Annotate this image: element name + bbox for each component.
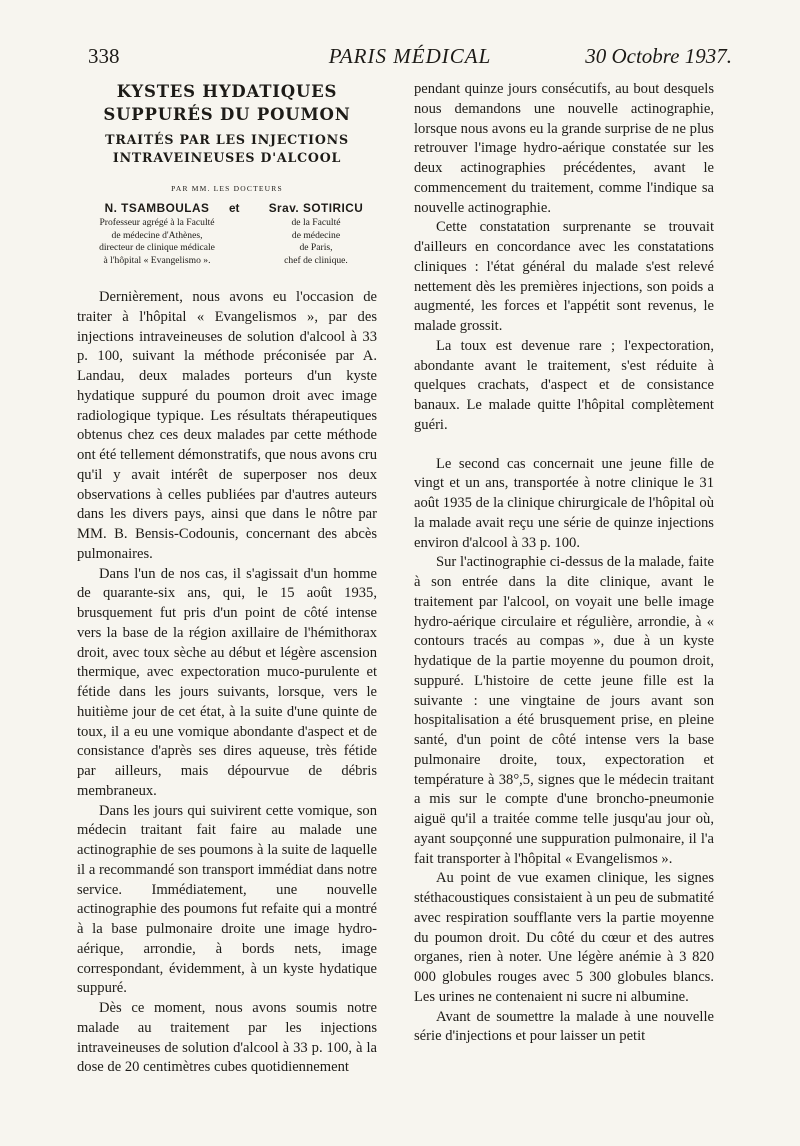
paragraph: Dans l'un de nos cas, il s'agissait d'un homme de quarante-six ans, qui, le 15 août 1935, brusquement fut pris d'un point de côté intense vers la base de la région axillaire de l'hémithorax droit, avec toux sèche au début et légère ascension thermique, avec expectoration muco-purulente et fétide dans les jours suivants, lorsque, vers le huitième jour de cet état, à la suite d'une quinte de toux, il a eu une vomique abondante d'aspect et de consistance d'après ses dires aqueuse, très fétide par ailleurs, mais dépourvue de débris membraneux.	[77, 565, 377, 799]
author-2-affiliation-2: de médecine	[291, 229, 341, 241]
paragraph: Cette constatation surprenante se trouvait d'ailleurs en concordance avec les constatations cliniques : l'état général du malade s'est relevé nettement dès les premières injections, son poids a augmenté, les forces et l'appétit sont revenus, le malade grossit.	[414, 219, 714, 334]
author-1	[83, 200, 231, 267]
right-column	[414, 80, 714, 1047]
paragraph: pendant quinze jours consécutifs, au bout desquels nous demandons une nouvelle actinographie, lorsque nous avons eu la grande surprise de ne plus retrouver l'image hydro-aérique constatée sur les deux actinographies précédentes, avant le commencement du traitement, comme l'indique sa nouvelle actinographie.	[414, 81, 714, 216]
paragraph: La toux est devenue rare ; l'expectoration, abondante avant le traitement, s'est réduite à quelques crachats, d'aspect et de consistance banaux. Le malade quitte l'hôpital complètement guéri.	[414, 337, 714, 433]
author-1-name: N. TSAMBOULAS	[104, 201, 210, 215]
author-2-affiliation-4: chef de clinique.	[284, 254, 348, 266]
author-1-affiliation-1: Professeur agrégé à la Faculté	[99, 217, 215, 228]
section-gap	[414, 436, 714, 455]
paragraph: Dans les jours qui suivirent cette vomique, son médecin traitant fait faire au malade une actinographie de ses poumons à la suite de laquelle il a recommandé son transport immédiat dans notre service. Immédiatement, une nouvelle actinographie des poumons fut refaite qui a montré à la base pulmonaire droite une image hydro-aérique, arrondie, à bords nets, image correspondant, évidemment, à un kyste hydatique suppuré.	[77, 802, 377, 997]
byline: PAR MM. LES DOCTEURS	[171, 184, 283, 193]
author-2-affiliation-1: de la Faculté	[291, 217, 341, 228]
authors-block	[77, 200, 377, 288]
subtitle-line-2: INTRAVEINEUSES D'ALCOOL	[112, 150, 342, 165]
article-heading	[77, 80, 377, 194]
author-2	[259, 200, 373, 267]
author-2-name: Srav. SOTIRICU	[268, 201, 364, 215]
paragraph: Dès ce moment, nous avons soumis notre malade au traitement par les injections intraveineuses de solution d'alcool à 33 p. 100, à la dose de 20 centimètres cubes quotidiennement	[77, 1000, 377, 1076]
paragraph: Avant de soumettre la malade à une nouvelle série d'injections et pour laisser un petit	[414, 1008, 714, 1045]
author-1-affiliation-3: directeur de clinique médicale	[99, 242, 215, 253]
paragraph: Sur l'actinographie ci-dessus de la malade, faite à son entrée dans la dite clinique, avant le traitement par l'alcool, on voyait une belle image hydro-aérique circulaire et régulière, arrondie, à « contours tracés au compas », due à un kyste hydatique de la partie moyenne du poumon droit, suppuré. L'histoire de cette jeune fille est la suivante : une vingtaine de jours avant son hospitalisation a été brusquement prise, en pleine santé, d'un point de côté intense vers la base pulmonaire droite, toux, expectoration et température à 38°,5, signes que le médecin traitant a mis sur le compte d'une broncho-pneumonie aiguë qu'il a traitée comme telle jusqu'au jour où, ayant soupçonné une suppuration pulmonaire, il l'a fait transporter à l'hôpital « Evangelismos ».	[414, 554, 714, 867]
title-line-1: KYSTES HYDATIQUES	[116, 82, 338, 101]
issue-date: 30 Octobre 1937.	[585, 44, 732, 68]
paragraph: Dernièrement, nous avons eu l'occasion de traiter à l'hôpital « Evangelismos », par des injections intraveineuses de solution d'alcool à 33 p. 100, suivant la méthode préconisée par A. Landau, deux malades porteurs d'un kyste hydatique suppuré du poumon droit avec image radiologique typique. Les résultats thérapeutiques obtenus chez ces deux malades par cette méthode ont été tellement démonstratifs, que nous avons cru qu'il y avait intérêt de superposer nos deux observations à celles publiées par d'autres auteurs dans les divers pays, ainsi que dans le nôtre par MM. B. Bensis-Codounis, concernant des abcès pulmonaires.	[77, 289, 377, 562]
left-column	[77, 80, 377, 1078]
page-number: 338	[88, 44, 120, 68]
author-connector: et	[229, 201, 240, 215]
journal-title: PARIS MÉDICAL	[328, 44, 492, 68]
running-header	[88, 44, 732, 74]
paragraph: Au point de vue examen clinique, les signes stéthacoustiques consistaient à un peu de submatité avec respiration soufflante vers la partie moyenne du poumon droit. Du côté du cœur et des autres organes, rien à noter. Une légère anémie à 3 820 000 globules rouges avec 5 300 globules blancs. Les urines ne contenaient ni sucre ni albumine.	[414, 870, 714, 1005]
title-line-2: SUPPURÉS DU POUMON	[103, 105, 351, 124]
subtitle-line-1: TRAITÉS PAR LES INJECTIONS	[105, 132, 349, 147]
author-1-affiliation-2: de médecine d'Athènes,	[111, 229, 203, 241]
author-1-affiliation-4: à l'hôpital « Evangelismo ».	[103, 254, 211, 266]
author-2-affiliation-3: de Paris,	[299, 242, 333, 253]
paragraph: Le second cas concernait une jeune fille de vingt et un ans, transportée à notre clinique le 31 août 1935 de la clinique chirurgicale de l'hôpital où la malade avait reçu une série de quinze injections environ d'alcool à 33 p. 100.	[414, 455, 714, 551]
